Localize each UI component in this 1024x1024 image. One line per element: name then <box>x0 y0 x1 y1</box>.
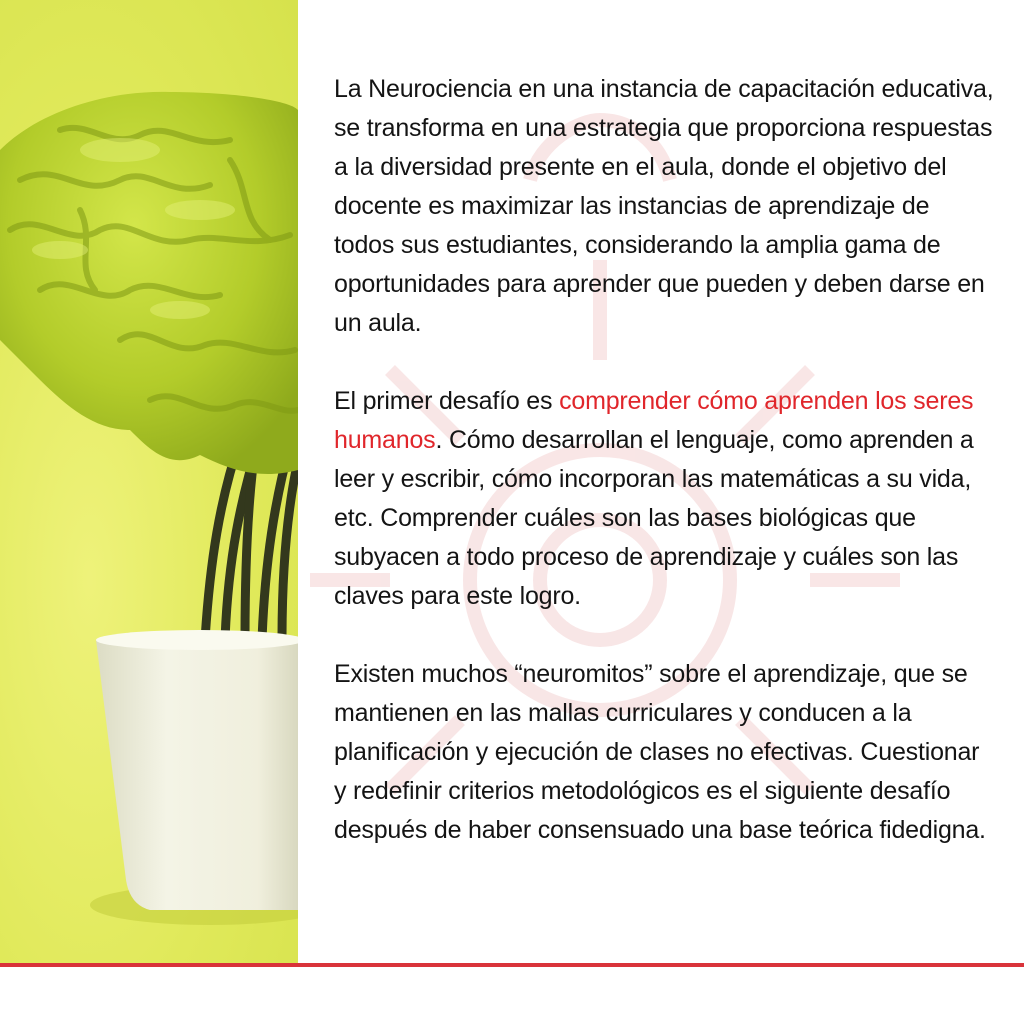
paragraph-2 <box>334 382 994 616</box>
bottom-divider <box>0 963 1024 967</box>
pot-rim <box>96 630 298 650</box>
paragraph-2-after: . Cómo desarrollan el lenguaje, como aprenden a leer y escribir, cómo incorporan las matemáticas a su vida, etc. Comprender cuáles son las bases biológicas que subyacen a todo proceso de aprendizaje y cuáles son las claves para este logro. <box>334 426 974 610</box>
paragraph-1: La Neurociencia en una instancia de capacitación educativa, se transforma en una estrategia que proporciona respuestas a la diversidad presente en el aula, donde el objetivo del docente es maximizar las instancias de aprendizaje de todos sus estudiantes, considerando la amplia gama de oportunidades para aprender que pueden y deben darse en un aula. <box>334 75 994 337</box>
highlighted-phrase: comprender cómo aprenden los seres humanos <box>334 387 974 454</box>
paragraph-3: Existen muchos “neuromitos” sobre el aprendizaje, que se mantienen en las mallas curriculares y conducen a la planificación y ejecución de clases no efectivas. Cuestionar y redefinir criterios metodológicos es el siguiente desafío después de haber consensuado una base teórica fidedigna. <box>334 660 986 844</box>
article-body <box>334 70 994 889</box>
pot <box>96 640 298 910</box>
brain-plant-image <box>0 0 298 965</box>
brain <box>0 92 298 474</box>
paragraph-2-before: El primer desafío es <box>334 387 560 415</box>
brain-plant-illustration <box>0 0 298 965</box>
